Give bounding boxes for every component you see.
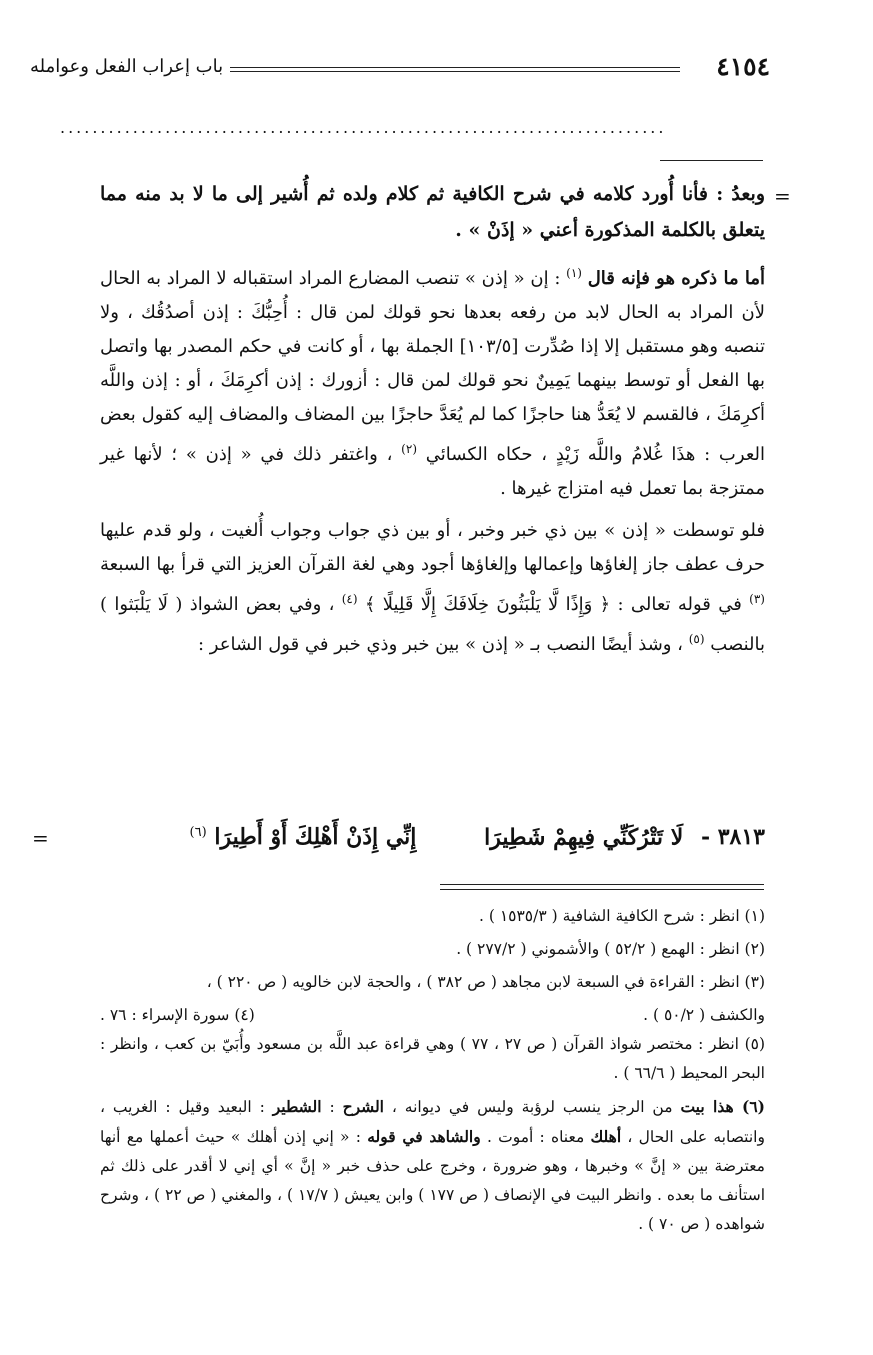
footnote-4: (٤) سورة الإسراء : ٧٦ . (100, 1006, 255, 1024)
footnote-2: (٢) انظر : الهمع ( ٥٢/٢ ) والأشموني ( ٢٧٧/٢ ) . (456, 940, 765, 958)
p1-text: : إن « إذن » تنصب المضارع المراد استقباله لا المراد به الحال لأن المراد به الحال لابد من رفعه بعدها نحو قولك لمن قال : أُحِبُّكَ : إذن أصدُقُك ، ولا تنصبه وهو مستقبل إلا إذا صُدِّرت [١٠٣/٥] الجملة بها ، أو كانت في حكم المصدر بها واتصل بها الفعل أو توسط بينهما يَمِينٌ نحو قولك لمن قال : أزورك : إذن أكرِمَكَ ، أو : إذن واللَّه أكرِمَكَ ، فالقسم لا يُعَدُّ هنا حاجزًا كما لم يُعَدَّ حاجزًا بين المضاف والمضاف إليه كقول بعض العرب : هذَا غُلامُ واللَّه زَيْدٍ ، حكاه الكسائي (100, 268, 765, 465)
fn6-a: من الرجز ينسب لرؤبة وليس في ديوانه ، (391, 1098, 673, 1116)
fn6-ahlik: أهلك (590, 1127, 622, 1146)
continuation-rule (660, 160, 763, 161)
fn6-b: : (329, 1098, 335, 1116)
verse-marker: = (32, 826, 49, 850)
fn6-d: معناه : أموت . (486, 1128, 585, 1146)
footnotes (100, 902, 765, 1243)
fn6-shatir: الشطير (272, 1097, 322, 1116)
footnote-ref-5: (٥) (688, 632, 705, 646)
continuation-marker: = (774, 184, 791, 208)
verse-number: ٣٨١٣ - (700, 824, 765, 851)
footnote-3: (٣) انظر : القراءة في السبعة لابن مجاهد ( ص ٣٨٢ ) ، والحجة لابن خالويه ( ص ٢٢٠ ) ، (206, 973, 765, 991)
footnote-ref-1: (١) (566, 266, 582, 280)
footnote-ref-3: (٣) (749, 592, 765, 606)
poetry-verse (100, 815, 765, 855)
dotted-separator: ........................................................................... (60, 118, 667, 137)
paragraph-1 (100, 256, 765, 506)
fn6-c: : البعيد وقيل : الغريب ، وانتصابه على الحال ، (100, 1098, 765, 1146)
fn6-lead: (٦) هذا بيت (680, 1097, 765, 1116)
footnote-5: (٥) انظر : مختصر شواذ القرآن ( ص ٢٧ ، ٧٧ ) وهي قراءة عبد اللَّه بن مسعود وأُبَيّ بن كعب ، وانظر : البحر المحيط ( ٦٦/٦ ) . (100, 1035, 766, 1082)
footnote-ref-2: (٢) (401, 442, 417, 456)
footnote-3-cont: والكشف ( ٥٠/٢ ) . (643, 1006, 765, 1024)
p2-c: ، وفي بعض الشواذ ( لَا يَلْبَثوا ) بالنصب (100, 594, 765, 655)
intro-paragraph: وبعدُ : فأنا أُورد كلامه في شرح الكافية ثم كلام ولده ثم أُشير إلى ما لا بد منه مما يتعلق بالكلمة المذكورة أعني « إذَنْ » . (100, 183, 765, 241)
header-rule (230, 67, 680, 72)
p1-tail: ، واغتفر ذلك في « إذن » ؛ لأنها غير ممتزجة بما تعمل فيه امتزاج غيرها . (100, 444, 765, 499)
page-header (30, 52, 770, 88)
running-title: باب إعراب الفعل وعوامله (30, 56, 224, 77)
p1-lead: أما ما ذكره هو فإنه قال (587, 268, 765, 289)
footnote-ref-4: (٤) (341, 592, 358, 606)
verse-hemistich-1: لَا تَتْرُكَنِّي فِيهِمْ شَطِيرَا (484, 824, 684, 851)
page-number: ٤١٥٤ (716, 52, 770, 81)
footnote-ref-6: (٦) (189, 825, 207, 840)
footnote-rule (440, 884, 764, 890)
footnote-6 (100, 1092, 765, 1239)
p2-d: ، وشذ أيضًا النصب بـ « إذن » بين خبر وذي خبر في قول الشاعر : (198, 634, 683, 655)
footnote-3-4-row (100, 1001, 765, 1030)
main-text (100, 176, 765, 670)
paragraph-2 (100, 514, 765, 662)
p2-a: فلو توسطت « إذن » بين ذي خبر وخبر ، أو بين ذي جواب وجواب أُلغيت ، ولو قدم عليها حرف عطف جاز إلغاؤها وإعمالها وإلغاؤها أجود وهي لغة القرآن العزيز التي قرأ بها السبعة (100, 520, 765, 575)
fn6-sharh: الشرح (342, 1097, 384, 1116)
footnote-1: (١) انظر : شرح الكافية الشافية ( ١٥٣٥/٣ ) . (479, 907, 765, 925)
verse-hemistich-2: إِنِّي إِذَنْ أَهْلِكَ أَوْ أَطِيرَا (214, 824, 417, 851)
fn6-e: : « إني إذن أهلك » حيث أعملها مع أنها معترضة بين « إنَّ » وخبرها ، وهو ضرورة ، وخرج على حذف خبر « إنَّ » أي إني لا أقدر على ذلك ثم استأنف ما بعده . وانظر البيت في الإنصاف ( ص ١٧٧ ) وابن يعيش ( ١٧/٧ ) ، والمغني ( ص ٢٢ ) ، وشرح شواهده ( ص ٧٠ ) . (100, 1128, 765, 1233)
fn6-shahid: والشاهد في قوله (367, 1127, 481, 1146)
p2-b: في قوله تعالى : ﴿ وَإِذًا لَّا يَلْبَثُونَ خِلَافَكَ إِلَّا قَلِيلًا ﴾ (364, 594, 742, 615)
